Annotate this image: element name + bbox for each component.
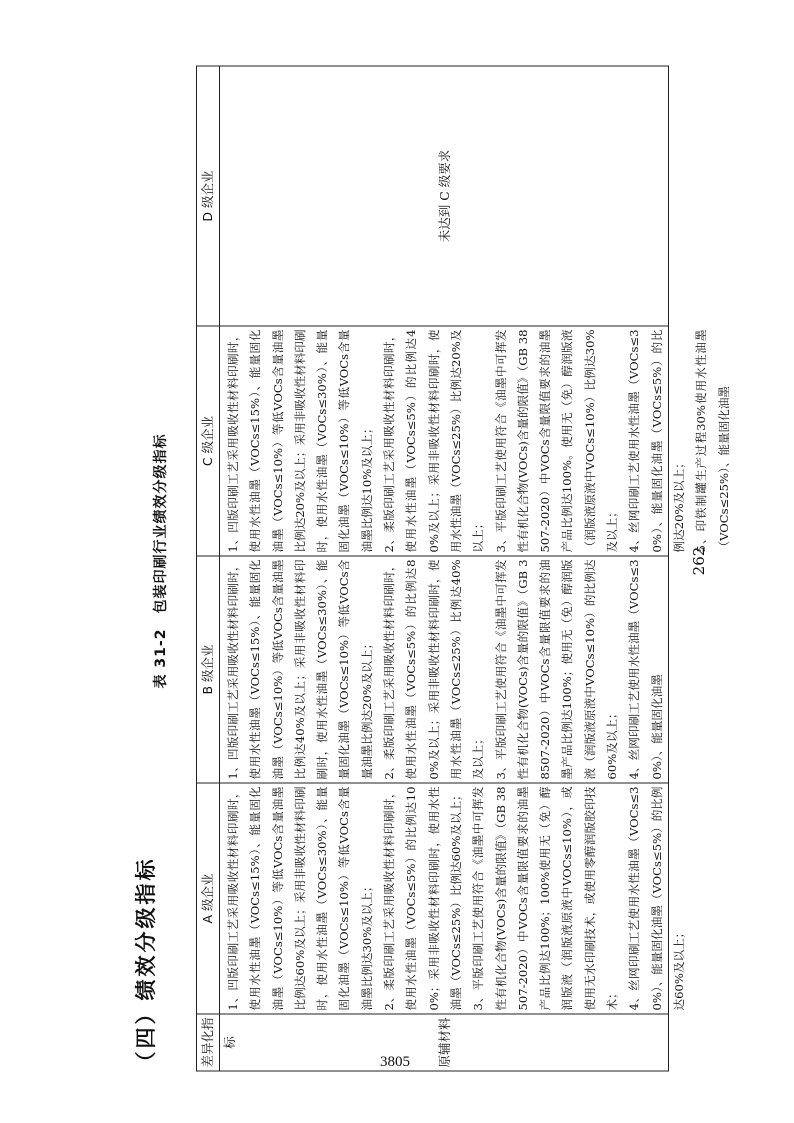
column-a <box>197 783 686 1014</box>
header-a: A 级企业 <box>197 784 220 1014</box>
a-item: 2、柔版印刷工艺采用吸收性材料印刷时，使用水性油墨（VOCs≤5%）的比例达100%；采用非吸收性材料印刷时，使用水性油墨（VOCs≤25%）比例达60%及以上； <box>382 786 463 1011</box>
header-indicator: 差异化指标 <box>197 1015 220 1071</box>
column-b <box>197 556 668 783</box>
page-number: 262 <box>690 546 708 576</box>
c-item: 1、凹版印刷工艺采用吸收性材料印刷时，使用水性油墨（VOCs≤15%）、能量固化油墨（VOCs≤10%）等低VOCs含量油墨比例达20%及以上；采用非吸收性材料印刷时，使用水性油墨（VOCs≤30%）、能量固化油墨（VOCs≤10%）等低VOCs含量油墨比例达10%及以上； <box>226 329 374 553</box>
b-item: 1、凹版印刷工艺采用吸收性材料印刷时，使用水性油墨（VOCs≤15%）、能量固化油墨（VOCs≤10%）等低VOCs含量油墨比例达40%及以上；采用非吸收性材料印刷时，使用水性油墨（VOCs≤30%）、能量固化油墨（VOCs≤10%）等低VOCs含量油墨比例达20%及以上； <box>226 559 374 780</box>
table-title: 表 31-2 包装印刷行业绩效分级指标 <box>153 433 169 689</box>
section-heading: （四）绩效分级指标 <box>134 856 158 1073</box>
cell-a <box>220 784 692 1014</box>
cell-b <box>220 557 670 783</box>
c-item: 3、平版印刷工艺使用符合《油墨中可挥发性有机化合物(VOCs)含量的限值》（GB 38507-2020）中VOCs含量限值要求的油墨产品比例达100%。使用无（免）醇润版液（润版液原液中VOCs≤10%）比例达30%及以上； <box>493 329 620 553</box>
header-d: D 级企业 <box>197 67 220 326</box>
margin-number: 3805 <box>380 1054 410 1070</box>
c-item: 4、丝网印刷工艺使用水性油墨（VOCs≤30%）、能量固化油墨（VOCs≤5%）的比例达20%及以上； <box>627 329 686 553</box>
column-d <box>197 67 668 326</box>
row-label: 原辅材料 <box>436 1017 452 1068</box>
b-item: 4、丝网印刷工艺使用水性油墨（VOCs≤30%）、能量固化油墨 <box>627 559 664 780</box>
header-c: C 级企业 <box>197 327 220 556</box>
c-item: 2、柔版印刷工艺采用吸收性材料印刷时，使用水性油墨（VOCs≤5%）的比例达40%及以上；采用非吸收性材料印刷时，使用水性油墨（VOCs≤25%）比例达20%及以上； <box>382 329 486 553</box>
a-item: 1、凹版印刷工艺采用吸收性材料印刷时，使用水性油墨（VOCs≤15%）、能量固化油墨（VOCs≤10%）等低VOCs含量油墨比例达60%及以上；采用非吸收性材料印刷时，使用水性油墨（VOCs≤30%）、能量固化油墨（VOCs≤10%）等低VOCs含量油墨比例达30%及以上； <box>226 786 374 1011</box>
column-c <box>197 326 731 556</box>
header-b: B 级企业 <box>197 557 220 783</box>
c-item: 5、印铁制罐生产过程30%使用水性油墨（VOCs≤25%）、能量固化油墨 <box>694 329 731 553</box>
b-item: 2、柔版印刷工艺采用吸收性材料印刷时，使用水性油墨（VOCs≤5%）的比例达80%及以上；采用非吸收性材料印刷时，使用水性油墨（VOCs≤25%）比例达40%及以上； <box>382 559 486 780</box>
a-item: 4、丝网印刷工艺使用水性油墨（VOCs≤30%）、能量固化油墨（VOCs≤5%）的比例达60%及以上； <box>627 786 686 1011</box>
b-item: 3、平版印刷工艺使用符合《油墨中可挥发性有机化合物(VOCs)含量的限值》（GB 38507-2020）中VOCs含量限值要求的油墨产品比例达100%；使用无（免）醇润版液（润版液原液中VOCs≤10%）的比例达60%及以上； <box>493 559 620 780</box>
column-indicator <box>197 1014 668 1071</box>
cell-c <box>220 327 737 556</box>
d-text: 未达到 C 级要求 <box>436 149 452 243</box>
a-item: 3、平版印刷工艺使用符合《油墨中可挥发性有机化合物(VOCs)含量的限值》（GB 38507-2020）中VOCs含量限值要求的油墨产品比例达100%；100%使用无（免）醇润版液（润版液原液中VOCs≤10%），或使用无水印刷技术，或使用零醇润版胶印技术； <box>471 786 620 1011</box>
